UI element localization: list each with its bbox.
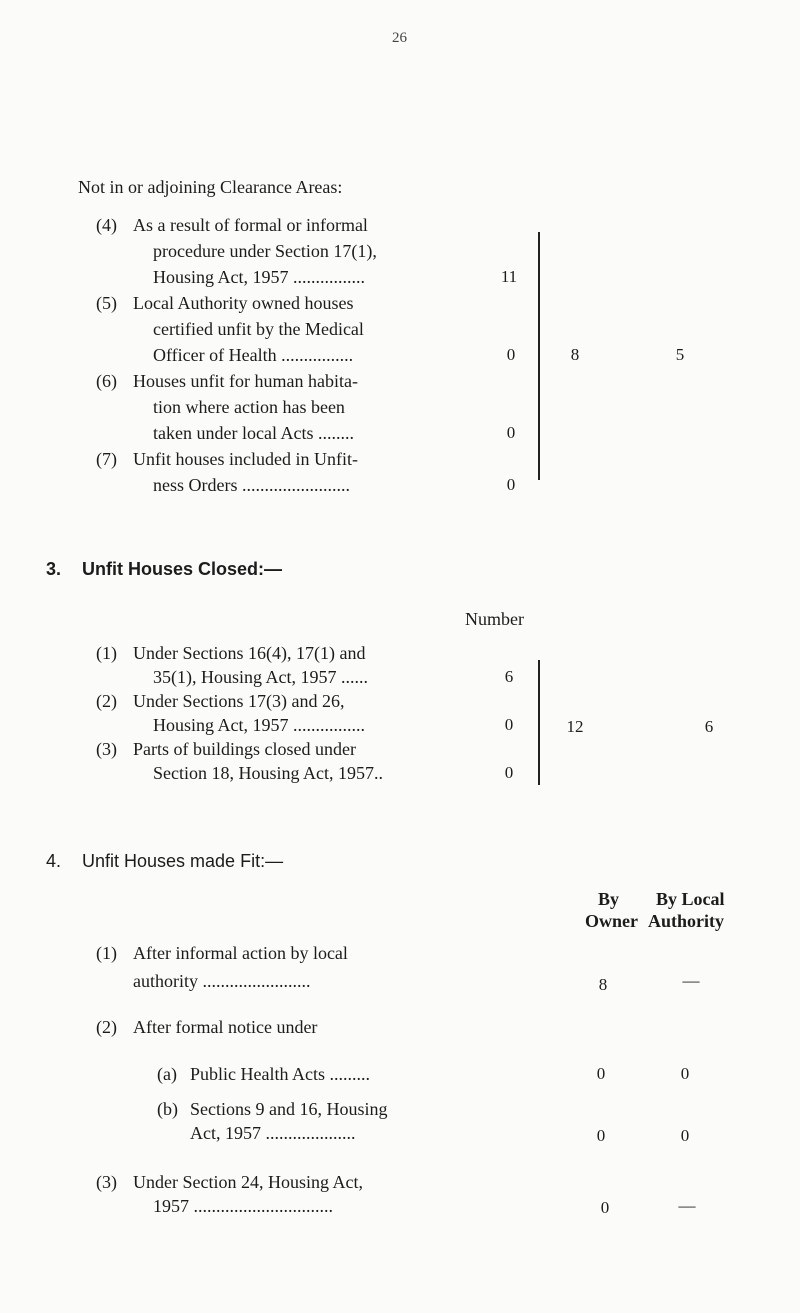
item-line: After informal action by local [133,943,348,963]
column-header-authority: By Local [656,889,725,909]
item-line: 35(1), Housing Act, 1957 ...... [153,667,368,687]
bracket [538,660,540,785]
item-value: 0 [506,475,516,494]
owner-value: 0 [600,1198,610,1217]
item-line: 1957 ............................... [153,1196,333,1216]
item-line: taken under local Acts ........ [153,423,354,443]
item-number: (1) [96,943,117,963]
item-line: Public Health Acts ......... [190,1064,370,1084]
item-value: 11 [500,267,518,286]
total-houses: 12 [566,717,584,736]
column-header: Number [465,609,524,629]
owner-value: 8 [598,975,608,994]
item-number: (3) [96,739,117,759]
item-number: (6) [96,371,117,391]
item-line: Housing Act, 1957 ................ [153,715,366,735]
item-value: 0 [506,423,516,442]
item-value: 0 [506,345,516,364]
bracket [538,232,540,480]
item-line: Under Sections 16(4), 17(1) and [133,643,366,663]
authority-value: — [682,971,700,990]
column-header-owner: Owner [585,911,638,931]
item-number: (b) [157,1099,178,1119]
section-heading: Not in or adjoining Clearance Areas: [78,177,343,197]
item-line: As a result of formal or informal [133,215,368,235]
item-line: Officer of Health ................ [153,345,354,365]
authority-value: 0 [680,1126,690,1145]
item-line: ness Orders ........................ [153,475,350,495]
item-line: Under Section 24, Housing Act, [133,1172,363,1192]
item-line: After formal notice under [133,1017,318,1037]
authority-value: 0 [680,1064,690,1083]
item-line: Housing Act, 1957 ................ [153,267,366,287]
item-line: Under Sections 17(3) and 26, [133,691,345,711]
total-other: 5 [675,345,685,364]
item-line: Section 18, Housing Act, 1957.. [153,763,383,783]
column-header-authority: Authority [648,911,724,931]
total-other: 6 [704,717,714,736]
item-number: (1) [96,643,117,663]
item-line: Act, 1957 .................... [190,1123,356,1143]
item-line: Local Authority owned houses [133,293,354,313]
item-number: (4) [96,215,117,235]
item-line: tion where action has been [153,397,345,417]
section-heading: Unfit Houses made Fit:— [82,851,284,871]
item-line: procedure under Section 17(1), [153,241,377,261]
item-number: (2) [96,1017,117,1037]
item-number: (2) [96,691,117,711]
item-line: Unfit houses included in Unfit- [133,449,358,469]
section-number: 4. [46,851,62,871]
column-header-owner: By [598,889,620,909]
item-number: (7) [96,449,117,469]
item-line: Parts of buildings closed under [133,739,356,759]
item-value: 0 [504,715,514,734]
total-houses: 8 [570,345,580,364]
authority-value: — [678,1196,696,1215]
item-line: authority ........................ [133,971,311,991]
item-line: Sections 9 and 16, Housing [190,1099,388,1119]
page-number: 26 [392,30,407,46]
item-number: (3) [96,1172,117,1192]
section-heading: Unfit Houses Closed:— [82,559,283,579]
item-number: (5) [96,293,117,313]
item-value: 0 [504,763,514,782]
item-line: Houses unfit for human habita- [133,371,358,391]
item-value: 6 [504,667,514,686]
item-number: (a) [157,1064,177,1084]
owner-value: 0 [596,1126,606,1145]
item-line: certified unfit by the Medical [153,319,364,339]
section-number: 3. [46,559,62,579]
owner-value: 0 [596,1064,606,1083]
